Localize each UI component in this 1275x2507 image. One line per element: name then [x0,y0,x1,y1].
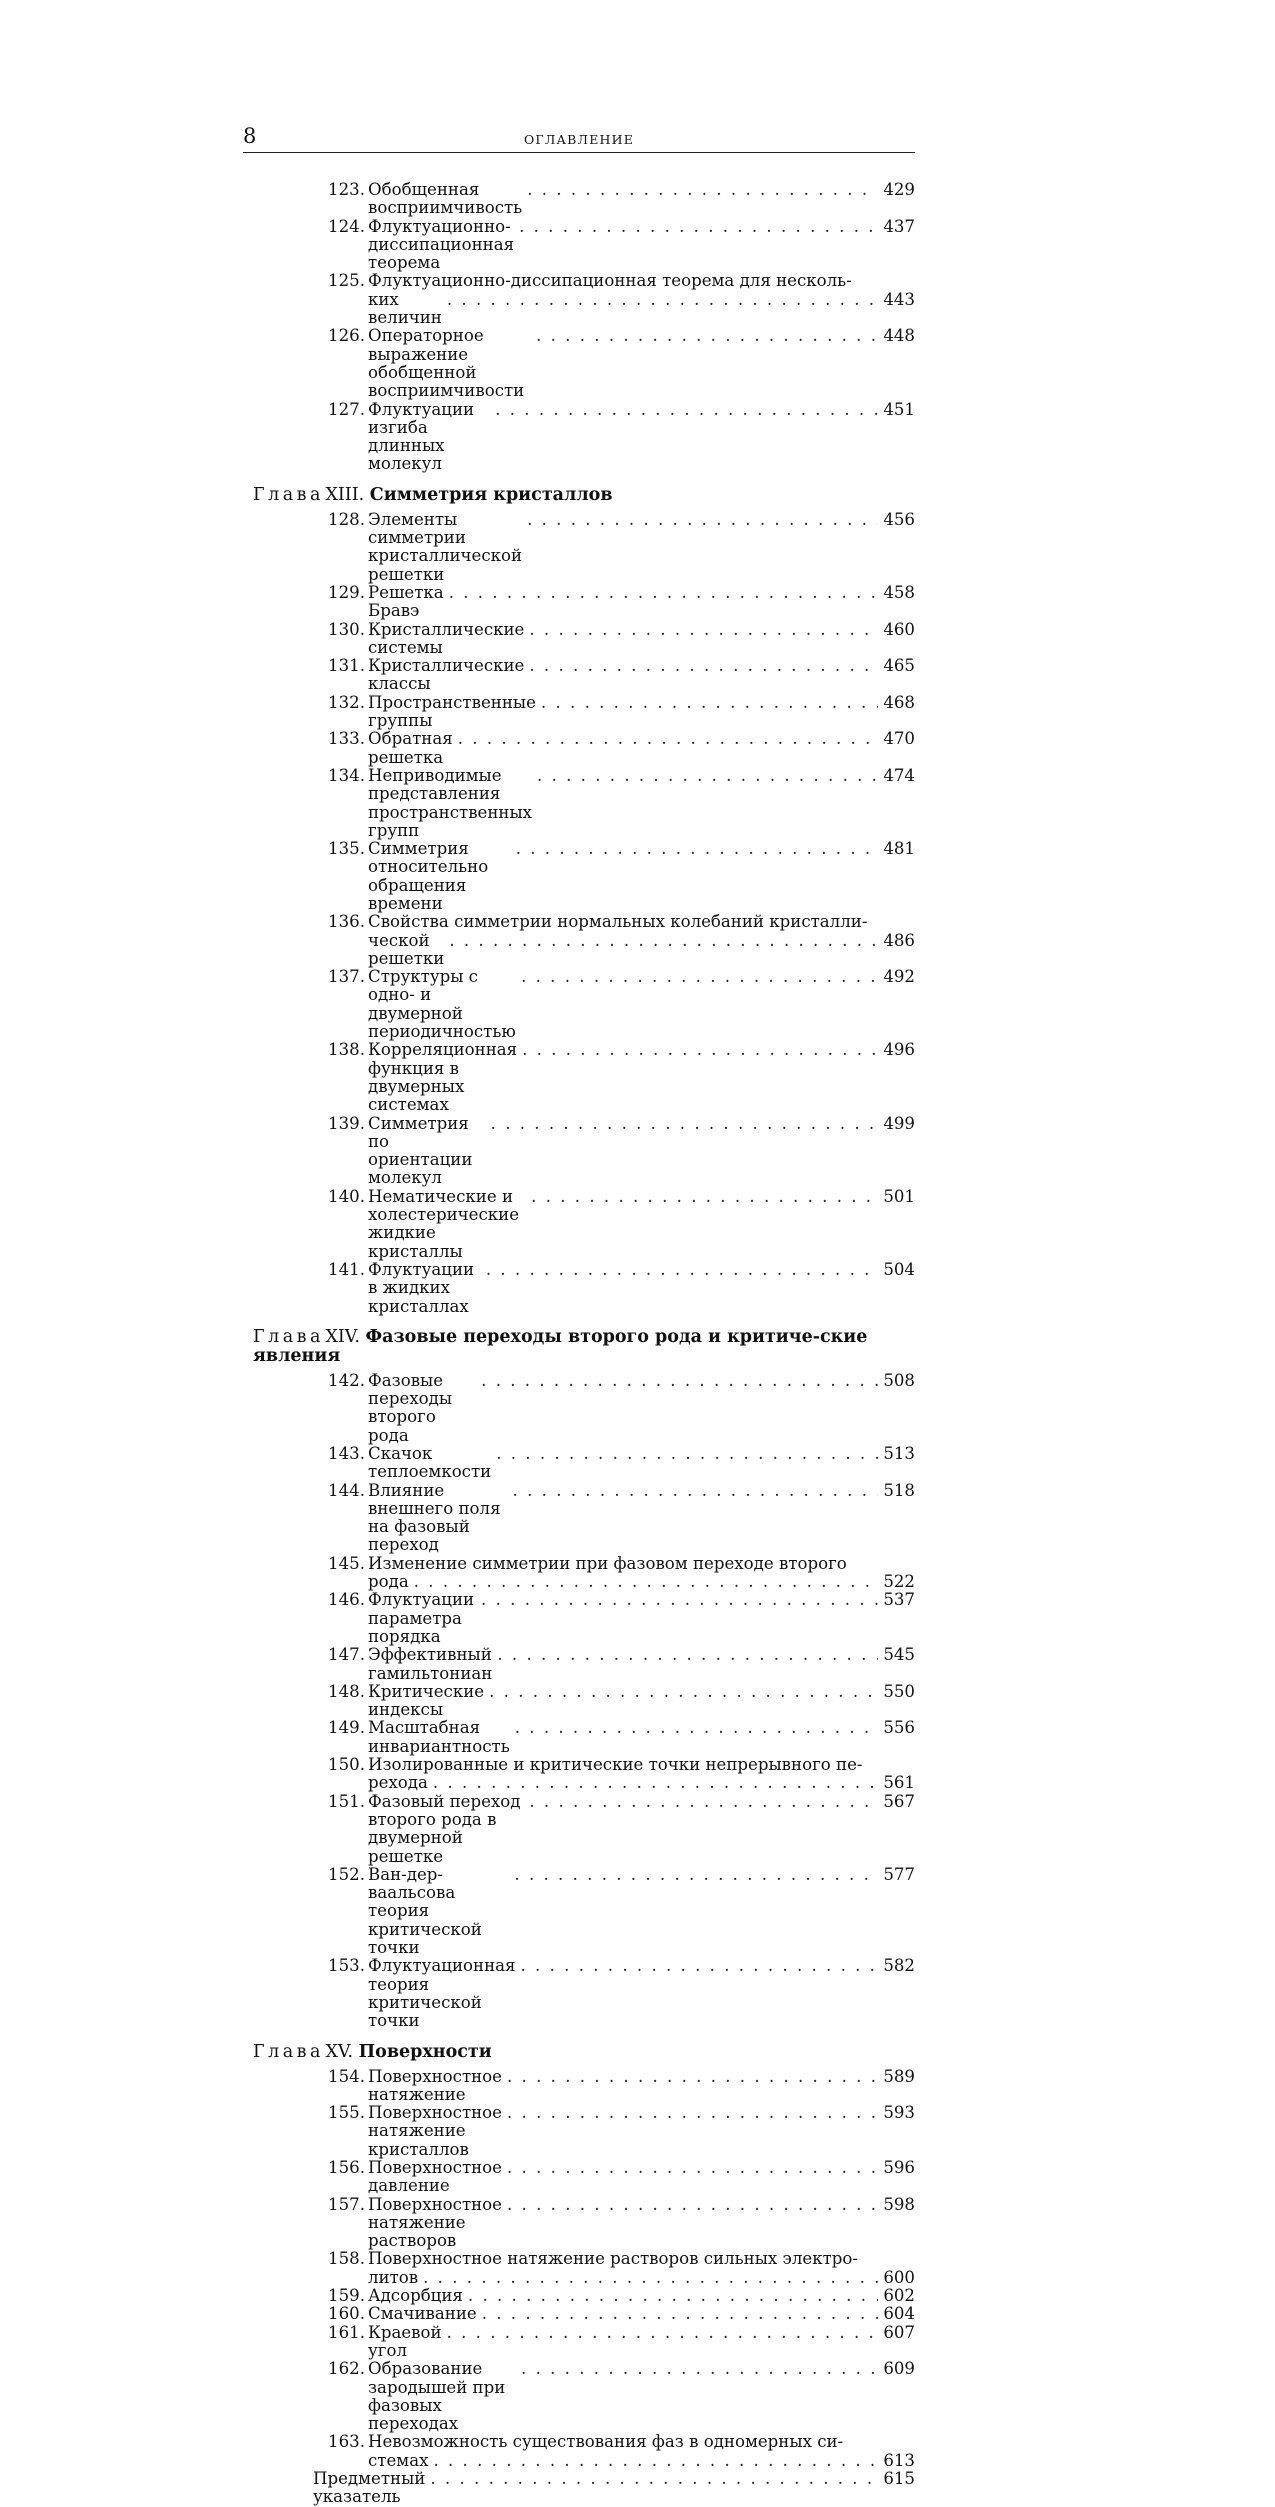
entry-number: 155. [328,2103,365,2123]
entry-number: 148. [328,1681,365,1701]
dot-leaders [433,1774,878,1792]
entry-body [368,1188,915,1261]
entry-body [368,767,915,840]
entry-title-continuation [368,1573,915,1591]
chapter-label: Глава [253,484,324,505]
dot-leaders [507,2068,878,2086]
entry-title-part2: ческой решетки [368,930,445,968]
toc-entry[interactable] [243,2104,915,2159]
dot-leaders [531,1188,878,1206]
entry-page: 474 [883,765,915,785]
entry-page: 508 [883,1370,915,1390]
entry-number: 162. [328,2359,365,2379]
entry-title: Изолированные и критические точки непрерывного пе- [368,1755,863,1775]
toc-entry[interactable] [243,1957,915,2030]
entry-body [368,1555,915,1592]
entry-number: 139. [328,1113,365,1133]
entry-number: 157. [328,2194,365,2214]
entry-body [368,730,915,767]
dot-leaders [496,1445,878,1463]
entry-page: 577 [883,1864,915,1884]
toc-entry[interactable] [243,272,915,327]
entry-body [368,1115,915,1188]
entry-title: Нематические и холестерические жидкие кристаллы [368,1186,520,1261]
toc-entry[interactable] [243,2324,915,2361]
entry-page: 604 [883,2304,915,2324]
chapter-heading[interactable] [243,486,915,505]
entry-title: Корреляционная функция в двумерных системах [368,1040,518,1115]
entry-title: Флуктуации в жидких кристаллах [368,1259,475,1316]
toc-entry[interactable] [243,2287,915,2305]
entry-body [368,2305,915,2323]
toc-entry[interactable] [243,694,915,731]
entry-number: 163. [328,2432,365,2452]
chapter-label: Глава [253,2041,324,2062]
entry-body [368,1683,915,1720]
dot-leaders [521,2360,878,2378]
toc-entry[interactable] [243,1115,915,1188]
toc-entry[interactable] [243,840,915,913]
toc-entry[interactable] [243,1372,915,1445]
entry-number: 156. [328,2157,365,2177]
entry-body [368,2250,915,2287]
entry-body [368,1866,915,1957]
entry-body [368,2324,915,2361]
entry-title: Поверхностное натяжение кристаллов [368,2103,502,2159]
entry-page: 522 [883,1572,915,1592]
entry-page: 537 [883,1590,915,1610]
dot-leaders [430,2470,878,2488]
entry-body [368,401,915,474]
dot-leaders [507,2104,878,2122]
entry-body [368,2360,915,2433]
entry-title: Структуры с одно- и двумерной периодичностью [368,967,516,1042]
entry-number: 147. [328,1645,365,1665]
toc-entry[interactable] [243,1041,915,1114]
entry-title: Критические индексы [368,1681,485,1720]
dot-leaders [527,181,878,199]
toc-entry[interactable] [243,1482,915,1555]
entry-title: Неприводимые представления пространственных групп [368,765,533,840]
entry-number: 141. [328,1259,365,1279]
toc-entry[interactable] [243,584,915,621]
dot-leaders [449,932,878,950]
entry-page: 598 [883,2194,915,2214]
entry-body [368,1591,915,1646]
entry-title: Флуктуационно-диссипационная теорема [368,216,515,273]
entry-page: 561 [883,1773,915,1793]
entry-title: Флуктуации изгиба длинных молекул [368,399,475,474]
entry-title: Образование зародышей при фазовых переходах [368,2359,506,2434]
entry-page: 518 [883,1480,915,1500]
entry-page: 451 [883,399,915,419]
dot-leaders [514,1866,878,1884]
entry-page: 600 [883,2267,915,2287]
chapter-title: Фазовые переходы второго рода и критиче-ские явления [253,1326,868,1366]
entry-number: 137. [328,967,365,987]
entry-body [368,327,915,400]
dot-leaders [423,2269,878,2287]
chapter-heading[interactable] [243,2043,915,2062]
toc-entry[interactable] [243,1756,915,1793]
dot-leaders [529,621,878,639]
toc-entry[interactable] [243,767,915,840]
entry-number: 145. [328,1553,365,1573]
toc-entry[interactable] [243,511,915,584]
entry-number: 146. [328,1590,365,1610]
entry-page: 468 [883,692,915,712]
toc-entry[interactable] [243,1646,915,1683]
entry-title-continuation [368,2269,915,2287]
entry-number: 129. [328,582,365,602]
chapter-heading[interactable] [243,1328,915,1366]
dot-leaders [486,1261,878,1279]
entry-body [368,1445,915,1482]
entry-number: 161. [328,2322,365,2342]
toc-entry[interactable] [243,2305,915,2323]
entry-title: Скачок теплоемкости [368,1444,492,1482]
dot-leaders [515,1719,878,1737]
entry-title: Поверхностное натяжение [368,2066,502,2104]
toc-entry[interactable] [243,913,915,968]
entry-number: 144. [328,1480,365,1500]
entry-number: 150. [328,1755,365,1775]
page-number: 8 [243,124,257,148]
running-title: ОГЛАВЛЕНИЕ [523,132,635,147]
entry-title: Смачивание [368,2304,477,2324]
toc-entry[interactable] [243,2250,915,2287]
entry-number: 143. [328,1444,365,1463]
dot-leaders [447,291,878,309]
entry-page: 437 [883,216,915,236]
entry-number: 160. [328,2304,365,2324]
chapter-number: XIII. [325,484,365,505]
entry-title: Поверхностное натяжение растворов [368,2194,502,2251]
entry-body [368,218,915,273]
toc-entry[interactable] [243,2159,915,2196]
entry-body [368,2159,915,2196]
entry-title: Обратная решетка [368,729,453,767]
entry-body [368,2068,915,2105]
dot-leaders [527,511,878,529]
entry-number: 152. [328,1864,365,1884]
toc-entry[interactable] [243,1445,915,1482]
entry-number: 126. [328,326,365,346]
entry-body [368,1646,915,1683]
entry-page: 504 [883,1259,915,1279]
entry-page: 556 [883,1718,915,1738]
entry-number: 158. [328,2249,365,2269]
entry-title-part2: ких величин [368,289,442,328]
entry-title: Кристаллические классы [368,656,525,694]
dot-leaders [449,584,878,602]
entry-number: 140. [328,1186,365,1206]
toc-entry[interactable] [243,401,915,474]
entry-number: 131. [328,656,365,676]
chapter-title: Симметрия кристаллов [369,484,613,505]
entry-number: 138. [328,1040,365,1060]
dot-leaders [516,840,878,858]
toc-entry[interactable] [243,2068,915,2105]
chapter-label: Глава [253,1326,324,1347]
entry-title: Эффективный гамильтониан [368,1645,493,1683]
entry-page: 513 [883,1444,915,1463]
toc-entry[interactable] [243,968,915,1041]
entry-number: 151. [328,1791,365,1811]
toc-entry[interactable] [243,730,915,767]
entry-body [368,2433,915,2470]
entry-page: 596 [883,2157,915,2177]
entry-page: 458 [883,582,915,602]
chapter-number: XV. [325,2041,354,2062]
toc-entry[interactable] [243,2360,915,2433]
entry-title: Решетка Бравэ [368,582,444,621]
toc-entry[interactable] [243,1719,915,1756]
entry-number: 153. [328,1956,365,1976]
entry-title-continuation [368,2452,915,2470]
entry-number: 142. [328,1370,365,1390]
entry-title-part2: литов [368,2267,419,2287]
entry-page: 465 [883,656,915,676]
dot-leaders [519,218,878,236]
entry-title-continuation [368,1774,915,1792]
entry-title: Флуктуации параметра порядка [368,1590,475,1646]
dot-leaders [537,767,878,785]
entry-page: 550 [883,1681,915,1701]
dot-leaders [433,2452,878,2470]
dot-leaders [481,1372,878,1390]
entry-title-part2: рода [368,1572,409,1592]
entry-number: 128. [328,509,365,529]
entry-number: 133. [328,729,365,749]
entry-page: 567 [883,1791,915,1811]
dot-leaders [495,401,878,419]
entry-title: Адсорбция [368,2286,463,2306]
entry-page: 481 [883,839,915,859]
entry-title: Поверхностное давление [368,2157,502,2196]
entry-title: Флуктуационная теория критической точки [368,1956,516,2031]
entry-title: Симметрия относительно обращения времени [368,839,489,913]
entry-number: 123. [328,180,365,199]
entry-body [368,1261,915,1316]
entry-body [313,2470,915,2507]
entry-number: 130. [328,619,365,639]
entry-page: 593 [883,2103,915,2123]
entry-title: Фазовые переходы второго рода [368,1370,453,1445]
entry-body [368,2196,915,2251]
entry-body [368,1482,915,1555]
entry-page: 501 [883,1186,915,1206]
entry-body [368,1793,915,1866]
toc-entry[interactable] [243,621,915,658]
toc-entry[interactable] [243,1683,915,1720]
entry-title-continuation [368,932,915,969]
entry-number: 149. [328,1718,365,1738]
toc-entry[interactable] [243,657,915,694]
entry-number: 154. [328,2066,365,2086]
entry-title-continuation [368,291,915,328]
entry-body [368,657,915,694]
entry-page: 486 [883,930,915,950]
entry-page: 609 [883,2359,915,2379]
entry-body [368,272,915,327]
entry-title: Пространственные группы [368,692,536,731]
table-of-contents [243,181,915,2507]
entry-title: Кристаллические системы [368,619,525,657]
dot-leaders [489,1683,878,1701]
entry-page: 607 [883,2322,915,2342]
entry-title: Симметрия по ориентации молекул [368,1113,473,1188]
entry-number: 124. [328,216,365,236]
entry-title-part2: рехода [368,1773,428,1793]
entry-body [368,694,915,731]
entry-title: Фазовый переход второго рода в двумерной решетке [368,1791,521,1866]
entry-page: 499 [883,1113,915,1133]
entry-body [368,1719,915,1756]
dot-leaders [507,2159,878,2177]
entry-page: 443 [883,289,915,309]
entry-body [368,511,915,584]
entry-number: 136. [328,912,365,932]
entry-title-part2: стемах [368,2450,429,2470]
dot-leaders [507,2196,878,2214]
toc-entry[interactable] [243,181,915,218]
entry-page: 448 [883,326,915,346]
toc-entry[interactable] [243,1188,915,1261]
dot-leaders [447,2324,878,2342]
entry-page: 615 [883,2469,915,2489]
entry-body [368,2104,915,2159]
entry-body [368,968,915,1041]
toc-entry[interactable] [243,327,915,400]
entry-page: 456 [883,509,915,529]
dot-leaders [529,657,878,675]
entry-page: 470 [883,729,915,749]
entry-title: Изменение симметрии при фазовом переходе второго [368,1553,847,1573]
toc-entry[interactable] [243,2433,915,2470]
subject-index-entry[interactable] [243,2470,915,2507]
entry-body [368,1372,915,1445]
entry-page: 429 [883,180,915,199]
entry-body [368,1041,915,1114]
entry-title: Невозможность существования фаз в одномерных си- [368,2432,844,2452]
entry-number: 127. [328,399,365,419]
entry-body [368,181,915,218]
entry-page: 613 [883,2450,915,2470]
toc-entry[interactable] [243,1793,915,1866]
entry-title: Краевой угол [368,2322,442,2360]
entry-number: 134. [328,765,365,785]
entry-title: Флуктуационно-диссипационная теорема для несколь- [368,271,852,291]
entry-body [368,1957,915,2030]
entry-number: 132. [328,692,365,712]
chapter-title: Поверхности [358,2041,492,2062]
document-page [243,126,915,2507]
entry-page: 460 [883,619,915,639]
dot-leaders [521,968,878,986]
dot-leaders [414,1573,878,1591]
entry-number: 135. [328,839,365,859]
toc-entry[interactable] [243,1261,915,1316]
entry-title: Элементы симметрии кристаллической решетки [368,509,523,584]
dot-leaders [513,1482,878,1500]
dot-leaders [541,694,878,712]
entry-page: 602 [883,2286,915,2306]
entry-page: 545 [883,1645,915,1665]
dot-leaders [468,2287,878,2305]
entry-number: 159. [328,2286,365,2306]
dot-leaders [481,1591,878,1609]
entry-body [368,2287,915,2305]
dot-leaders [482,2305,878,2323]
entry-title: Свойства симметрии нормальных колебаний кристалли- [368,912,868,932]
toc-entry[interactable] [243,1591,915,1646]
entry-title: Операторное выражение обобщенной восприимчивости [368,326,525,401]
entry-title: Масштабная инвариантность [368,1718,510,1756]
dot-leaders [521,1957,879,1975]
toc-entry[interactable] [243,1555,915,1592]
entry-page: 589 [883,2066,915,2086]
chapter-number: XIV. [325,1326,360,1347]
entry-body [368,840,915,913]
page-header [243,126,915,153]
dot-leaders [536,327,878,345]
dot-leaders [529,1793,878,1811]
entry-body [368,1756,915,1793]
entry-page: 492 [883,967,915,987]
entry-number: 125. [328,271,365,291]
dot-leaders [491,1115,878,1133]
dot-leaders [522,1041,878,1059]
toc-entry[interactable] [243,218,915,273]
entry-title: Обобщенная восприимчивость [368,180,523,218]
entry-title: Предметный указатель [313,2469,426,2507]
entry-title: Ван-дер-ваальсова теория критической точки [368,1864,482,1958]
toc-entry[interactable] [243,2196,915,2251]
entry-page: 496 [883,1040,915,1060]
entry-title: Поверхностное натяжение растворов сильных электро- [368,2249,858,2269]
entry-page: 582 [883,1956,915,1976]
entry-body [368,913,915,968]
entry-body [368,621,915,658]
toc-entry[interactable] [243,1866,915,1957]
dot-leaders [497,1646,878,1664]
entry-body [368,584,915,621]
dot-leaders [458,730,878,748]
entry-title: Влияние внешнего поля на фазовый переход [368,1480,501,1555]
